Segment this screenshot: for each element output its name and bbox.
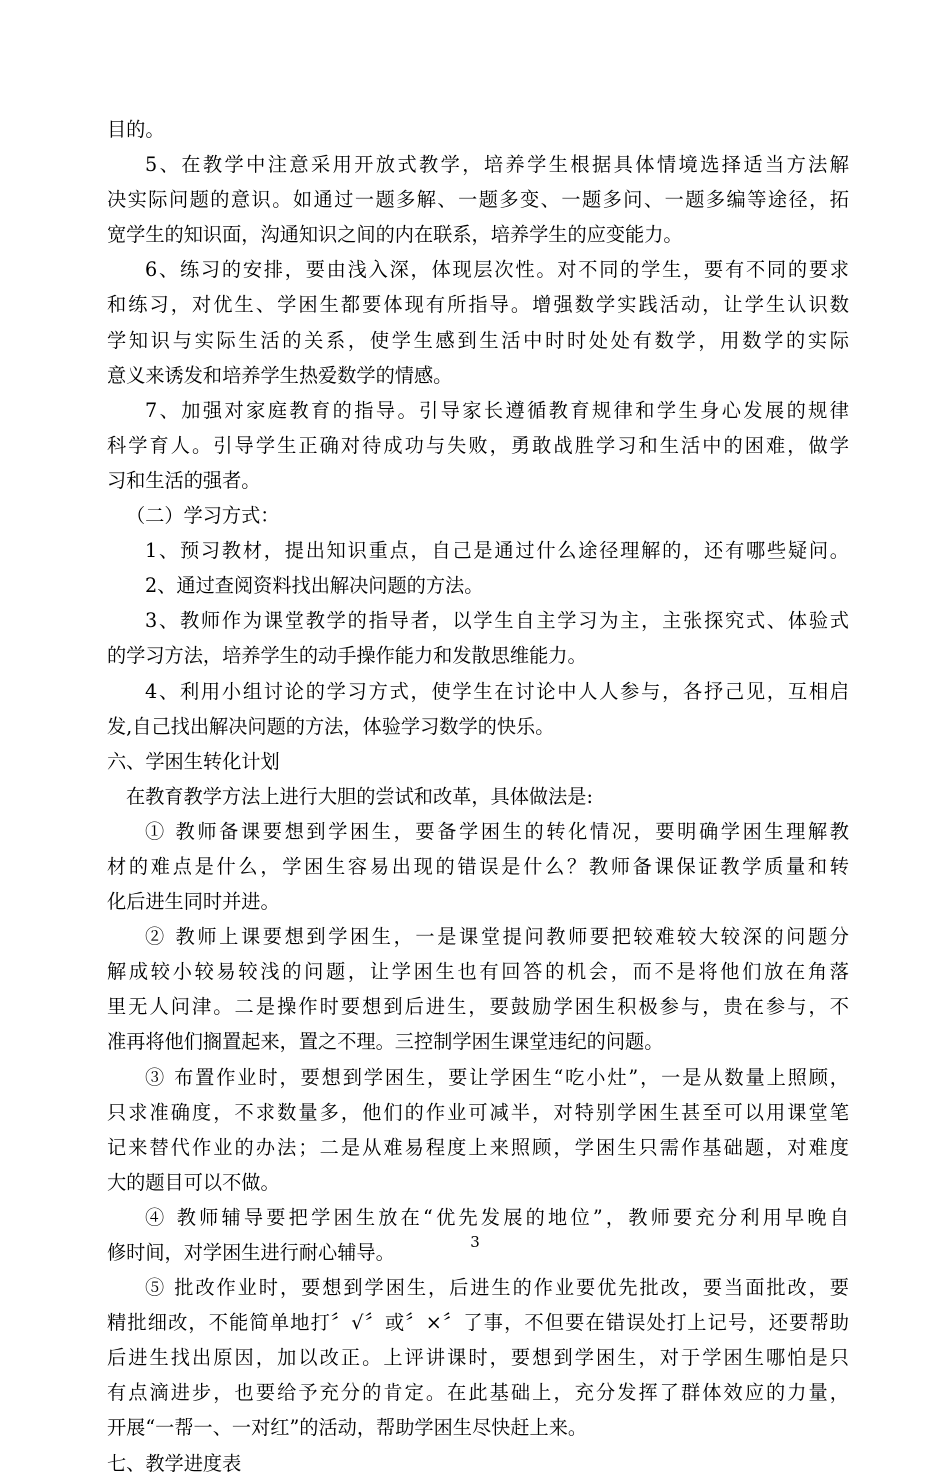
text-line: ⑤ 批改作业时，要想到学困生，后进生的作业要优先批改，要当面批改，要 xyxy=(145,1276,849,1300)
text-line: 准再将他们搁置起来，置之不理。三控制学困生课堂违纪的问题。 xyxy=(107,1030,664,1054)
text-line: 化后进生同时并进。 xyxy=(107,890,280,914)
text-line: 1、预习教材，提出知识重点，自己是通过什么途径理解的，还有哪些疑问。 xyxy=(145,539,849,563)
text-line: 大的题目可以不做。 xyxy=(107,1170,280,1194)
text-line: 材的难点是什么，学困生容易出现的错误是什么？教师备课保证教学质量和转 xyxy=(107,854,849,878)
text-line: ① 教师备课要想到学困生，要备学困生的转化情况，要明确学困生理解教 xyxy=(145,819,849,843)
text-line: 3、教师作为课堂教学的指导者，以学生自主学习为主，主张探究式、体验式 xyxy=(145,609,849,633)
text-line: ② 教师上课要想到学困生，一是课堂提问教师要把较难较大较深的问题分 xyxy=(145,925,849,949)
text-line: 发,自己找出解决问题的方法，体验学习数学的快乐。 xyxy=(107,714,555,738)
text-line: 意义来诱发和培养学生热爱数学的情感。 xyxy=(107,363,453,387)
text-line: 习和生活的强者。 xyxy=(107,468,261,492)
text-line: 开展“一帮一、一对红”的活动，帮助学困生尽快赶上来。 xyxy=(107,1416,588,1440)
text-line: 后进生找出原因，加以改正。上评讲课时，要想到学困生，对于学困生哪怕是只 xyxy=(107,1346,849,1370)
text-line: 修时间，对学困生进行耐心辅导。 xyxy=(107,1241,395,1264)
text-line: ④ 教师辅导要把学困生放在“优先发展的地位”，教师要充分利用早晚自 xyxy=(145,1205,849,1229)
text-line: 6、练习的安排，要由浅入深，体现层次性。对不同的学生，要有不同的要求 xyxy=(145,258,849,282)
section-heading: 六、学困生转化计划 xyxy=(107,749,280,773)
text-line: 只求准确度，不求数量多，他们的作业可减半，对特别学困生甚至可以用课堂笔 xyxy=(107,1100,849,1124)
section-heading: 七、教学进度表 xyxy=(107,1451,242,1475)
text-line: 2、通过查阅资料找出解决问题的方法。 xyxy=(145,574,484,598)
text-line: 7、加强对家庭教育的指导。引导家长遵循教育规律和学生身心发展的规律 xyxy=(145,398,849,422)
text-line: 宽学生的知识面，沟通知识之间的内在联系，培养学生的应变能力。 xyxy=(107,223,683,247)
text-line: 里无人问津。二是操作时要想到后进生，要鼓励学困生积极参与，贵在参与，不 xyxy=(107,995,849,1019)
text-line: 解成较小较易较浅的问题，让学困生也有回答的机会，而不是将他们放在角落 xyxy=(107,960,849,984)
text-line: 的学习方法，培养学生的动手操作能力和发散思维能力。 xyxy=(107,644,587,668)
text-line: ③ 布置作业时，要想到学困生，要让学困生“吃小灶”，一是从数量上照顾， xyxy=(145,1065,849,1089)
text-line: 学知识与实际生活的关系，使学生感到生活中时时处处有数学，用数学的实际 xyxy=(107,328,849,352)
text-line: 目的。 xyxy=(107,118,165,141)
text-line: 科学育人。引导学生正确对待成功与失败，勇敢战胜学习和生活中的困难，做学 xyxy=(107,433,849,457)
document-body xyxy=(107,112,849,1481)
text-line: 4、利用小组讨论的学习方式，使学生在讨论中人人参与，各抒己见，互相启 xyxy=(145,679,849,703)
text-line: 记来替代作业的办法；二是从难易程度上来照顾，学困生只需作基础题，对难度 xyxy=(107,1135,849,1159)
text-line: 在教育教学方法上进行大胆的尝试和改革，具体做法是: xyxy=(126,784,593,808)
text-line: 5、在教学中注意采用开放式教学，培养学生根据具体情境选择适当方法解 xyxy=(145,153,849,177)
text-line: 和练习，对优生、学困生都要体现有所指导。增强数学实践活动，让学生认识数 xyxy=(107,293,849,317)
text-line: 有点滴进步，也要给予充分的肯定。在此基础上，充分发挥了群体效应的力量， xyxy=(107,1381,849,1405)
text-line: 决实际问题的意识。如通过一题多解、一题多变、一题多问、一题多编等途径，拓 xyxy=(107,188,849,212)
subsection-heading: （二）学习方式： xyxy=(126,504,280,528)
page-number: 3 xyxy=(470,1233,480,1251)
text-line: 精批细改，不能简单地打〞√〞或〞×〞了事，不但要在错误处打上记号，还要帮助 xyxy=(107,1311,849,1335)
